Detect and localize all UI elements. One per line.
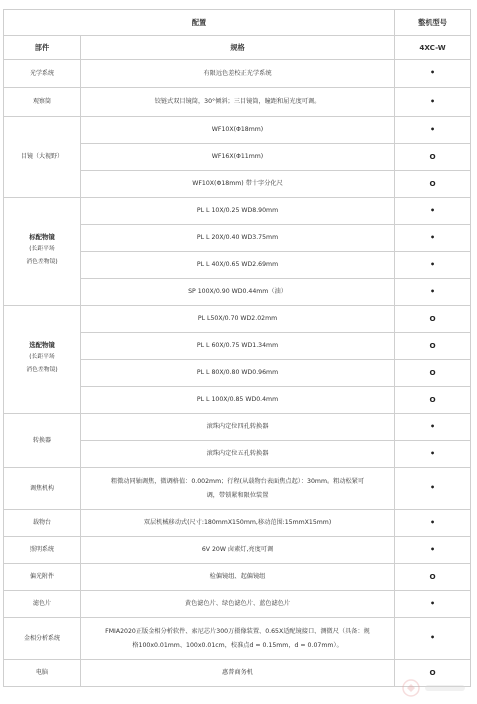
part-subtitle: 消色差物镜) xyxy=(26,367,58,374)
part-cell xyxy=(4,198,81,306)
mark-cell: O xyxy=(395,387,471,414)
table-row xyxy=(4,564,471,591)
spec-cell: PL L 10X/0.25 WD8.90mm xyxy=(81,198,395,225)
spec-cell: PL L50X/0.70 WD2.02mm xyxy=(81,306,395,333)
mark-cell: O xyxy=(395,306,471,333)
part-cell: 金相分析系统 xyxy=(4,618,81,660)
part-cell: 观察筒 xyxy=(4,88,81,117)
table-row xyxy=(4,414,471,441)
mark-cell: • xyxy=(395,468,471,510)
spec-cell: PL L 100X/0.85 WD0.4mm xyxy=(81,387,395,414)
spec-cell: SP 100X/0.90 WD0.44mm（油） xyxy=(81,279,395,306)
table-row xyxy=(4,88,471,117)
spec-cell: 检偏镜组、起偏镜组 xyxy=(81,564,395,591)
mark-cell: O xyxy=(395,171,471,198)
spec-cell: WF16X(Φ11mm) xyxy=(81,144,395,171)
part-title: 选配物镜 xyxy=(29,340,55,349)
spec-cell: 滚珠内定位四孔转换器 xyxy=(81,414,395,441)
spec-cell: 惠普商务机 xyxy=(81,660,395,687)
mark-cell: • xyxy=(395,60,471,88)
part-cell: 转换器 xyxy=(4,414,81,468)
mark-cell: O xyxy=(395,660,471,687)
spec-line: FMIA2020正版金相分析软件、索尼芯片300万摄像装置、0.65X适配镜接口、测微尺（具备：规 xyxy=(105,628,370,636)
mark-cell: • xyxy=(395,88,471,117)
mark-cell: • xyxy=(395,510,471,537)
table-row xyxy=(4,117,471,144)
spec-line: 调，带锁紧和限位装置 xyxy=(206,491,269,499)
table-row xyxy=(4,510,471,537)
table-row xyxy=(4,537,471,564)
part-cell: 载物台 xyxy=(4,510,81,537)
spec-header: 规格 xyxy=(81,36,395,60)
part-cell xyxy=(4,306,81,414)
spec-cell: PL L 80X/0.80 WD0.96mm xyxy=(81,360,395,387)
spec-line: 格100x0.01mm、100x0.01cm，校准点d = 0.15mm，d = 0.07mm）。 xyxy=(132,641,343,649)
mark-cell: • xyxy=(395,414,471,441)
table-subheader-row xyxy=(4,36,471,60)
spec-cell: 铰链式双目镜筒，30°倾斜；三目镜筒，瞳距和屈光度可调。 xyxy=(81,88,395,117)
mark-cell: O xyxy=(395,333,471,360)
table-row xyxy=(4,198,471,225)
spec-cell: PL L 20X/0.40 WD3.75mm xyxy=(81,225,395,252)
table-row xyxy=(4,468,471,510)
part-cell: 偏光附件 xyxy=(4,564,81,591)
table-row xyxy=(4,618,471,660)
spec-cell: 滚珠内定位五孔转换器 xyxy=(81,441,395,468)
mark-cell: • xyxy=(395,279,471,306)
mark-cell: • xyxy=(395,198,471,225)
mark-cell: O xyxy=(395,144,471,171)
mark-cell: O xyxy=(395,360,471,387)
mark-cell: • xyxy=(395,252,471,279)
part-subtitle: 消色差物镜) xyxy=(26,259,58,266)
spec-cell: 6V 20W 卤素灯,亮度可调 xyxy=(81,537,395,564)
spec-cell: 有限远色差校正光学系统 xyxy=(81,60,395,88)
part-cell: 滤色片 xyxy=(4,591,81,618)
part-cell: 照明系统 xyxy=(4,537,81,564)
table-row xyxy=(4,306,471,333)
table-row xyxy=(4,591,471,618)
part-cell: 调焦机构 xyxy=(4,468,81,510)
watermark-logo xyxy=(399,676,473,700)
spec-cell: PL L 40X/0.65 WD2.69mm xyxy=(81,252,395,279)
mark-cell: • xyxy=(395,225,471,252)
config-header: 配置 xyxy=(4,10,395,36)
part-subtitle: (长距平场 xyxy=(29,353,55,360)
part-header: 部件 xyxy=(4,36,81,60)
part-cell: 光学系统 xyxy=(4,60,81,88)
spec-cell: PL L 60X/0.75 WD1.34mm xyxy=(81,333,395,360)
spec-cell: 双层机械移动式(尺寸:180mmX150mm,移动范围:15mmX15mm) xyxy=(81,510,395,537)
watermark-icon xyxy=(399,676,473,700)
part-title: 标配物镜 xyxy=(29,232,55,241)
mark-cell: • xyxy=(395,618,471,660)
spec-cell xyxy=(81,618,395,660)
spec-cell: 黄色滤色片、绿色滤色片、蓝色滤色片 xyxy=(81,591,395,618)
mark-cell: O xyxy=(395,564,471,591)
spec-cell: WF10X(Φ18mm) xyxy=(81,117,395,144)
spec-cell xyxy=(81,468,395,510)
spec-table xyxy=(3,9,471,687)
table-row xyxy=(4,60,471,88)
spec-cell: WF10X(Φ18mm) 带十字分化尺 xyxy=(81,171,395,198)
spec-line: 粗微动同轴调焦，微调格值：0.002mm；行程(从载物台表面焦点起）：30mm。粗动松紧可 xyxy=(110,478,365,486)
mark-cell: • xyxy=(395,117,471,144)
table-header-row xyxy=(4,10,471,36)
model-code-header: 4XC-W xyxy=(395,36,471,60)
mark-cell: • xyxy=(395,537,471,564)
part-subtitle: (长距平场 xyxy=(29,245,55,252)
part-cell: 目镜（大视野） xyxy=(4,117,81,198)
part-cell: 电脑 xyxy=(4,660,81,687)
mark-cell: • xyxy=(395,591,471,618)
model-header: 整机型号 xyxy=(395,10,471,36)
mark-cell: • xyxy=(395,441,471,468)
